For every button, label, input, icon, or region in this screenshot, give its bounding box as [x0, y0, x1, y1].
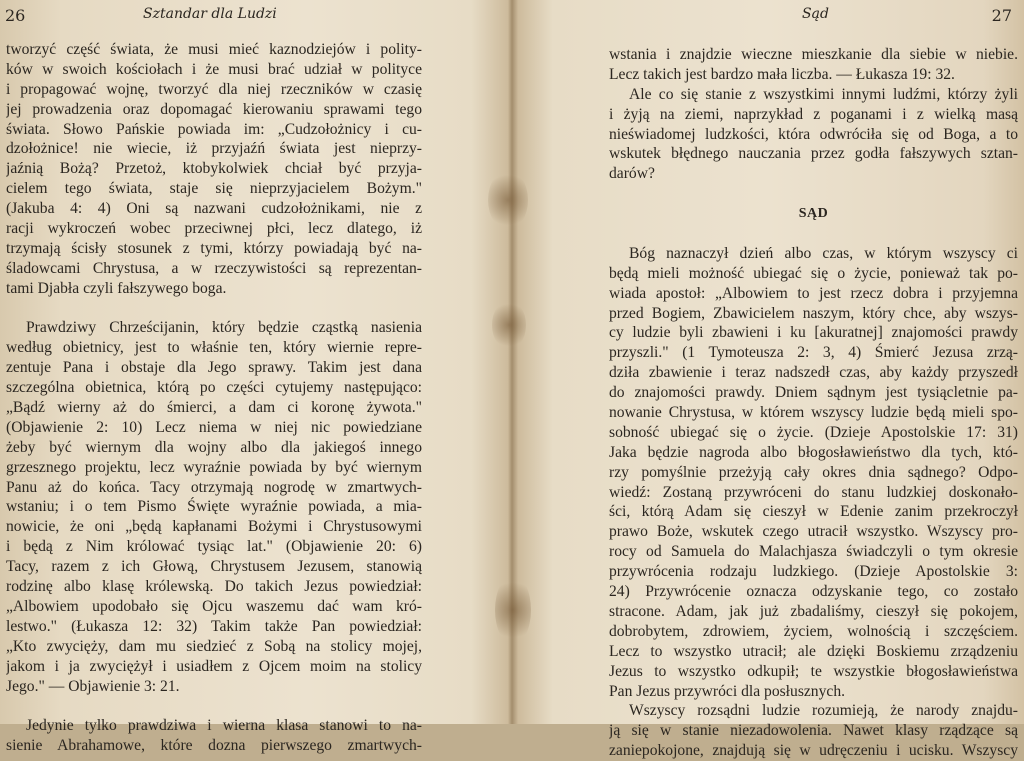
text-line: stracone. Adam, jak już zbadaliśmy, cieszył się pokojem, — [609, 602, 1018, 620]
text-line: Panu aż do końca. Tacy otrzymają nogrodę w zmartwych- — [6, 478, 422, 496]
text-line: przywrócenia rodzaju ludzkiego. (Dzieje Apostolskie 3: — [609, 563, 1018, 581]
text-line: „Albowiem upodobało się Ojcu waszemu dać wam kró- — [6, 597, 422, 615]
text-line: śladowcami Chrystusa, a w rzeczywistości są reprezentan- — [6, 259, 422, 277]
page-number: 26 — [5, 6, 26, 25]
text-line: wiedź: Zostaną przywróceni do stanu ludzkiej doskonało- — [609, 483, 1018, 501]
text-line: do znajomości prawdy. Dniem sądnym jest tysiącletnie pa- — [609, 384, 1018, 402]
text-line: Prawdziwy Chrześcijanin, który będzie cząstką nasienia — [26, 319, 422, 337]
text-line: tami Djabła czyli fałszywego boga. — [6, 279, 227, 297]
text-line: wstaniu; i o tem Pismo Święte wyraźnie powiada, a mia- — [6, 498, 422, 516]
text-line: przed Bogiem, Zbawicielem naszym, który chce, aby wszys- — [609, 304, 1018, 322]
right-page — [514, 0, 1024, 760]
text-line: trzymają ścisły stosunek z tymi, którzy powiadają być na- — [6, 239, 422, 257]
text-line: szczególna obietnica, którą po części cytujemy następująco: — [6, 379, 422, 397]
running-title: Sztandar dla Ludzi — [143, 6, 277, 22]
text-line: żeby być wiernym dla wojny albo dla jakiegoś innego — [6, 438, 422, 456]
page-text — [6, 40, 422, 756]
page-text — [609, 45, 1018, 761]
text-line: Pan Jezus przywróci dla posłusznych. — [609, 682, 846, 700]
text-line: (Jakuba 4: 4) Oni są nazwani cudzołożnikami, nie z — [6, 200, 422, 218]
text-line: świata. Słowo Pańskie powiada im: „Cudzołożnicy i cu- — [6, 120, 422, 138]
text-line: Jaka będzie nagroda albo błogosławieństwo dla tych, któ- — [609, 443, 1018, 461]
text-line: według obietnicy, jest to właśnie ten, który wiernie repre- — [6, 339, 422, 357]
blank-line — [609, 184, 1018, 204]
text-line: Wszyscy rozsądni ludzie rozumieją, że narody znajdu- — [629, 702, 1018, 720]
text-line: Bóg naznaczył dzień albo czas, w którym wszyscy ci — [629, 244, 1018, 262]
text-line: „Kto zwycięży, dam mu siedzieć z Sobą na stolicy mojej, — [6, 637, 422, 655]
text-line: grzesznego projektu, lecz wyraźnie powiada by być wiernym — [6, 458, 422, 476]
text-line: prawo Boże, wskutek czego utracił wszystko. Wszyscy pro- — [609, 523, 1018, 541]
text-line: tworzyć część świata, że musi mieć kaznodziejów i polity- — [6, 41, 422, 58]
text-line: „Bądź wierny aż do śmierci, a dam ci koronę żywota." — [6, 399, 422, 417]
text-line: dobrobytem, zdrowiem, życiem, wolnością i szczęściem. — [609, 622, 1018, 640]
page-number: 27 — [991, 6, 1012, 25]
text-line: (Objawienie 2: 10) Lecz niema w niej nic powiedziane — [6, 418, 422, 436]
text-line: i propagować wojnę, tworzyć dla niej rzeczników w czasię — [6, 80, 422, 98]
text-line: jaźnią Bożą? Przetoż, ktobykolwiek chciał być przyja- — [6, 160, 422, 178]
text-line: zaniepokojone, znajdują się w udręczeniu i ucisku. Wszyscy — [609, 742, 1018, 760]
text-line: wiada apostoł: „Albowiem to jest rzecz dobra i przyjemna — [609, 284, 1018, 302]
text-line: ją się w stanie niezadowolenia. Nawet klasy rządzące są — [609, 722, 1018, 740]
text-line: jakom i ja zwyciężył i usiadłem z Ojcem moim na stolicy — [6, 657, 422, 675]
text-line: wskutek błędnego nauczania przez godła fałszywych sztan- — [609, 145, 1018, 163]
text-line: i żyją na ziemi, naprzykład z poganami i z wielką masą — [609, 105, 1018, 123]
text-line: Jezus to wszystko odkupił; te wszystkie błogosławieństwa — [609, 662, 1018, 680]
text-line: zentuje Pana i obstaje dla Jego sprawy. Takim jest dana — [6, 359, 422, 377]
text-line: sienie Abrahamowe, które dozna pierwszego zmartwych- — [6, 737, 422, 755]
text-line: nowanie Chrystusa, w którem wszyscy ludzie będą mieli spo- — [609, 404, 1018, 422]
text-line: ści, którą Adam się cieszył w Edenie zanim przekroczył — [609, 503, 1018, 521]
text-line: 24) Przywrócenie oznacza odzyskanie tego, co zostało — [609, 583, 1018, 601]
text-line: rodzinę albo klasę królewską. Do takich Jezus powiedział: — [6, 578, 422, 596]
text-line: nieświadomej ludzkości, która odwróciła się od Boga, a to — [609, 125, 1018, 143]
text-line: rzy pomyślnie przeżyją cały okres dnia sądnego? Odpo- — [609, 463, 1018, 481]
section-heading: SĄD — [798, 206, 829, 222]
text-line: będą mieli możność ubiegać się o życie, ponieważ tak po- — [609, 264, 1018, 282]
text-line: cielem tego świata, staje się nieprzyjacielem Bożym." — [6, 180, 422, 198]
text-line: wstania i znajdzie wieczne mieszkanie dla siebie w niebie. — [609, 46, 1018, 63]
text-line: Jedynie tylko prawdziwa i wierna klasa stanowi to na- — [26, 717, 422, 735]
text-line: Lecz takich jest bardzo mała liczba. — Łukasza 19: 32. — [609, 65, 955, 83]
left-page — [0, 0, 510, 755]
blank-line — [6, 299, 422, 319]
text-line: ków w swoich kościołach i że musi brać udział w polityce — [6, 60, 422, 78]
text-line: Tacy, razem z ich Głową, Chrystusem Jezusem, stanowią — [6, 558, 422, 576]
text-line: dzołożnice! nie wiecie, iż przyjaźń świata jest nieprzy- — [6, 140, 422, 158]
text-line: Ale co się stanie z wszystkimi innymi ludźmi, którzy żyli — [629, 85, 1018, 103]
text-line: i będą z Nim królować tysiąc lat." (Objawienie 20: 6) — [6, 538, 422, 556]
blank-line — [6, 696, 422, 716]
text-line: Lecz to wszystko utracił; ale dzięki Boskiemu zrządzeniu — [609, 642, 1018, 660]
running-title: Sąd — [802, 6, 829, 22]
text-line: lestwo." (Łukasza 12: 32) Takim także Pan powiedział: — [6, 617, 422, 635]
text-line: cy ludzie byli zbawieni i ku [akuratnej] znajomości prawdy — [609, 324, 1018, 342]
text-line: racji wykroczeń wobec przeciwnej płci, lecz dlatego, iż — [6, 220, 422, 238]
text-line: jej prowadzenia oraz dopomagać kierowaniu sprawami tego — [6, 100, 422, 118]
text-line: przyszli." (1 Tymoteusza 2: 3, 4) Śmierć Jezusa zrzą- — [609, 344, 1018, 362]
text-line: Jego." — Objawienie 3: 21. — [6, 677, 180, 695]
text-line: nowicie, że oni „będą kapłanami Bożymi i Chrystusowymi — [6, 518, 422, 536]
text-line: rocy od Samuela do Malachjasza świadczyli o tym okresie — [609, 543, 1018, 561]
blank-line — [609, 224, 1018, 244]
text-line: darów? — [609, 165, 655, 183]
text-line: dziła zbawienie i teraz nadszedł czas, aby każdy przyszedł — [609, 364, 1018, 382]
text-line: sobność ubiegać się o życie. (Dzieje Apostolskie 17: 31) — [609, 423, 1018, 441]
